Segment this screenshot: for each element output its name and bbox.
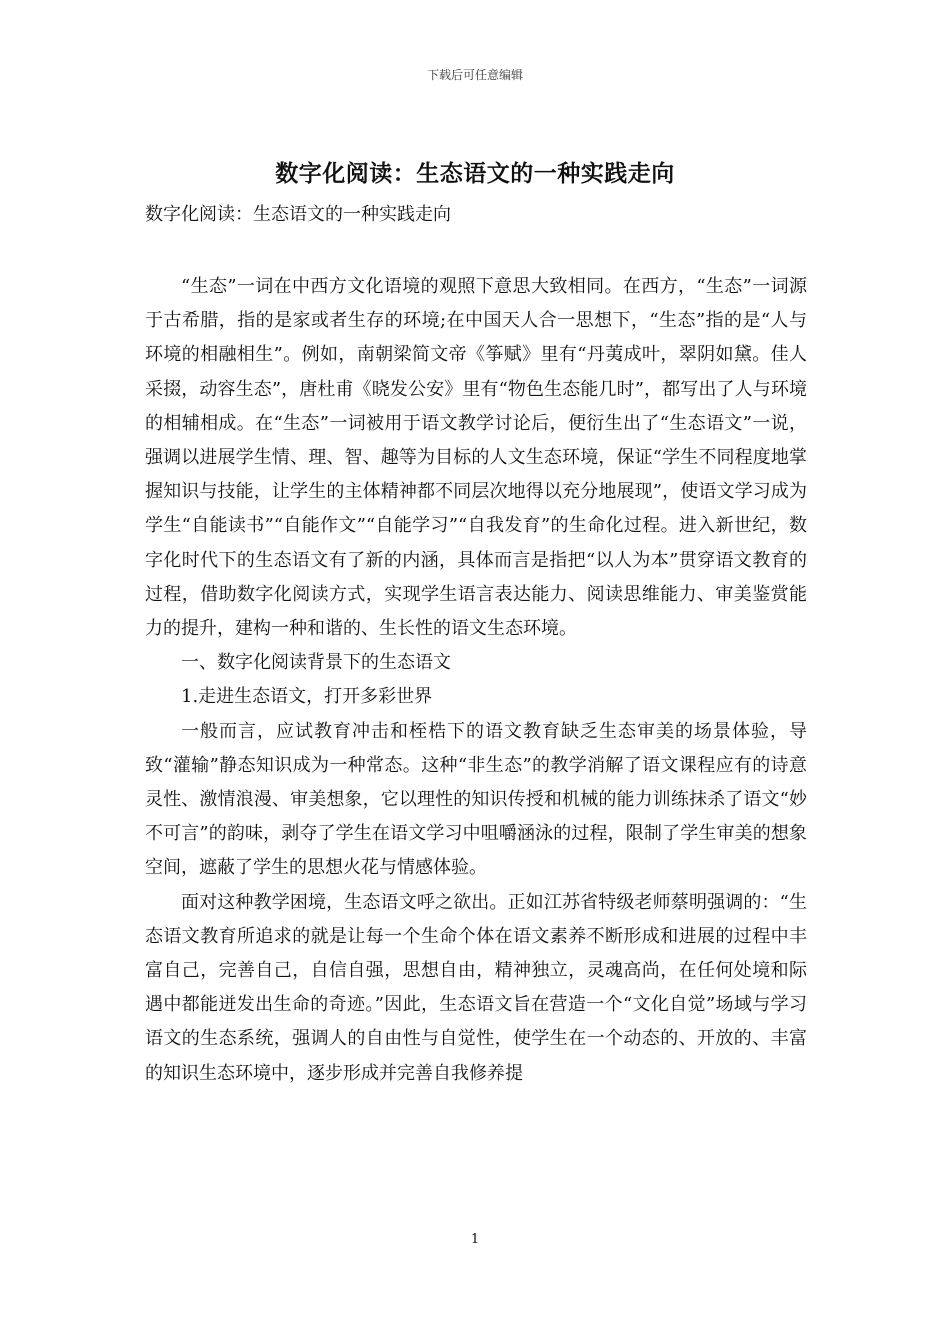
document-body bbox=[145, 270, 807, 1091]
paragraph-body: 面对这种教学困境，生态语文呼之欲出。正如江苏省特级老师蔡明强调的：“生态语文教育所追求的就是让每一个生命个体在语文素养不断形成和进展的过程中丰富自己，完善自己，自信自强，思想自由，精神独立，灵魂高尚，在任何处境和际遇中都能迸发出生命的奇迹。”因此，生态语文旨在营造一个“文化自觉”场域与学习语文的生态系统，强调人的自由性与自觉性，使学生在一个动态的、开放的、丰富的知识生态环境中，逐步形成并完善自我修养提 bbox=[145, 891, 807, 1084]
paragraph-intro: “生态”一词在中西方文化语境的观照下意思大致相同。在西方，“生态”一词源于古希腊，指的是家或者生存的环境;在中国天人合一思想下，“生态”指的是“人与环境的相融相生”。例如，南朝梁简文帝《筝赋》里有“丹荑成叶，翠阴如黛。佳人采掇，动容生态”，唐杜甫《晓发公安》里有“物色生态能几时”，都写出了人与环境的相辅相成。在“生态”一词被用于语文教学讨论后，便衍生出了“生态语文”一说，强调以进展学生情、理、智、趣等为目标的人文生态环境，保证“学生不同程度地掌握知识与技能，让学生的主体精神都不同层次地得以充分地展现”，使语文学习成为学生“自能读书”“自能作文”“自能学习”“自我发育”的生命化过程。进入新世纪，数字化时代下的生态语文有了新的内涵，具体而言是指把“以人为本”贯穿语文教育的过程，借助数字化阅读方式，实现学生语言表达能力、阅读思维能力、审美鉴赏能力的提升，建构一种和谐的、生长性的语文生态环境。 bbox=[145, 276, 807, 640]
document-title: 数字化阅读：生态语文的一种实践走向 bbox=[275, 160, 675, 187]
page-header: 下载后可任意编辑 bbox=[426, 68, 523, 82]
subsection-heading: 1.走进生态语文，打开多彩世界 bbox=[181, 686, 433, 708]
paragraph-body: 一般而言，应试教育冲击和桎梏下的语文教育缺乏生态审美的场景体验，导致“灌输”静态知识成为一种常态。这种“非生态”的教学消解了语文课程应有的诗意灵性、激情浪漫、审美想象，它以理性的知识传授和机械的能力训练抹杀了语文“妙不可言”的韵味，剥夺了学生在语文学习中咀嚼涵泳的过程，限制了学生审美的想象空间，遮蔽了学生的思想火花与情感体验。 bbox=[145, 720, 807, 879]
section-heading: 一、数字化阅读背景下的生态语文 bbox=[181, 652, 451, 674]
page-number: 1 bbox=[470, 1232, 480, 1247]
document-subtitle: 数字化阅读：生态语文的一种实践走向 bbox=[145, 204, 451, 225]
